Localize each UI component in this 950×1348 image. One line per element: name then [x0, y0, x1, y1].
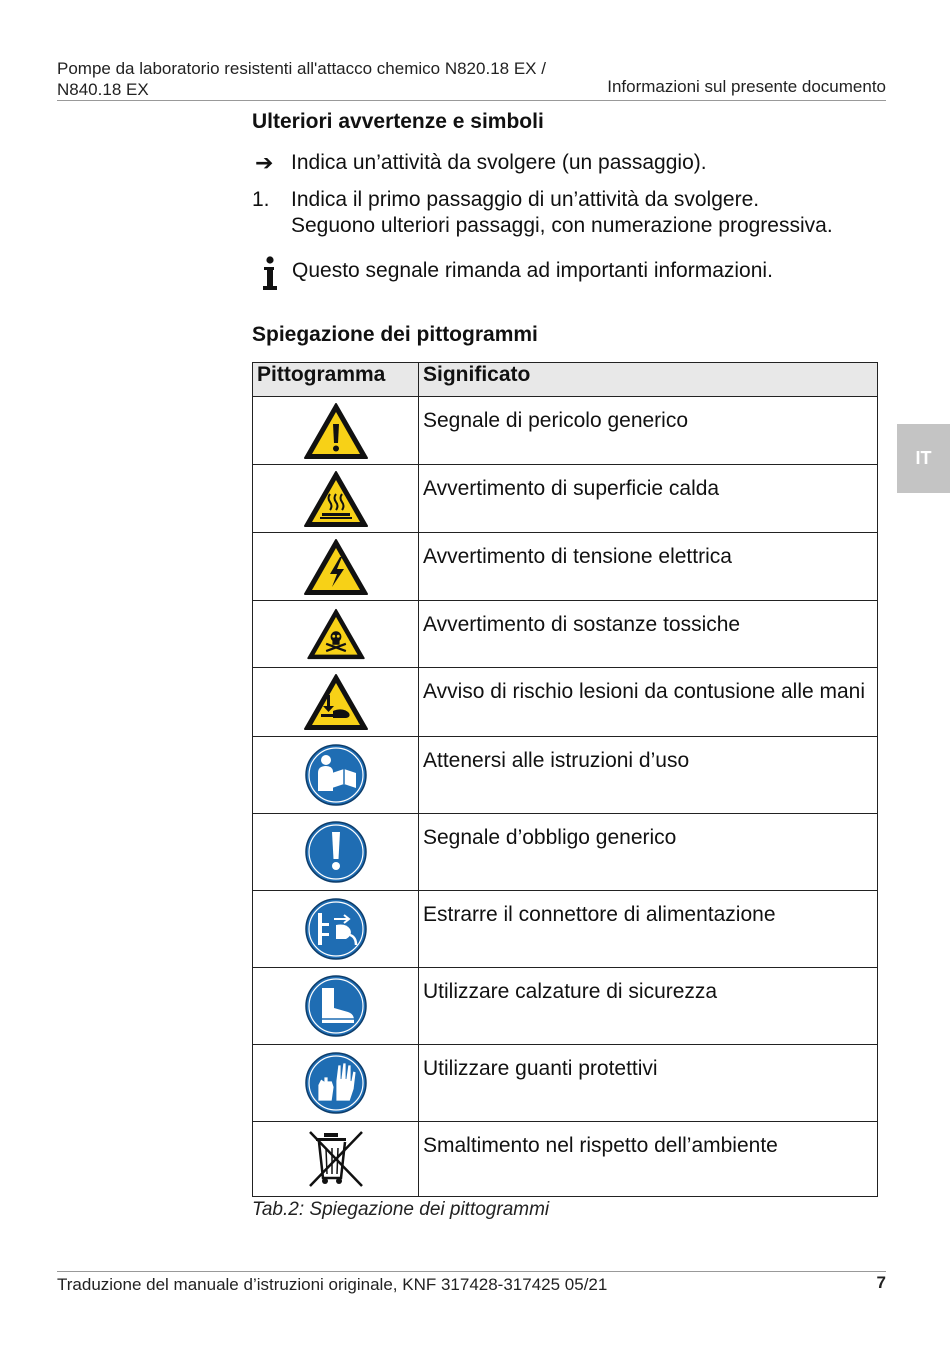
document-title: [57, 58, 546, 100]
read-manual-icon: [304, 743, 368, 807]
toxic-substances-warning-icon: [305, 608, 367, 660]
meaning-cell: Avvertimento di tensione elettrica: [419, 533, 878, 601]
meaning-cell: Avvertimento di superficie calda: [419, 465, 878, 533]
arrow-instruction-text: Indica un’attività da svolgere (un passaggio).: [291, 151, 707, 174]
table-row: [253, 465, 878, 533]
meaning-cell: Smaltimento nel rispetto dell’ambiente: [419, 1122, 878, 1197]
pictograms-heading: Spiegazione dei pittogrammi: [252, 323, 538, 346]
step-number: 1.: [252, 188, 270, 211]
unplug-icon: [304, 897, 368, 961]
footer-text: Traduzione del manuale d’istruzioni originale, KNF 317428-317425 05/21: [57, 1275, 608, 1294]
table-row: [253, 891, 878, 968]
table-header-row: [253, 363, 878, 397]
section-title: Informazioni sul presente documento: [607, 77, 886, 96]
meaning-cell: Avvertimento di sostanze tossiche: [419, 601, 878, 668]
hot-surface-warning-icon: [303, 470, 369, 528]
table-row: [253, 533, 878, 601]
meaning-cell: Utilizzare guanti protettivi: [419, 1045, 878, 1122]
general-mandatory-icon: [304, 820, 368, 884]
table-row: [253, 968, 878, 1045]
hand-crush-warning-icon: [303, 673, 369, 731]
protective-gloves-icon: [304, 1051, 368, 1115]
meaning-cell: Segnale d’obbligo generico: [419, 814, 878, 891]
arrow-icon: ➔: [255, 150, 274, 175]
language-tab[interactable]: IT: [897, 424, 950, 493]
document-title-line1: Pompe da laboratorio resistenti all'attacco chemico N820.18 EX /: [57, 59, 546, 78]
table-row: [253, 601, 878, 668]
warnings-heading: Ulteriori avvertenze e simboli: [252, 110, 544, 133]
safety-boots-icon: [304, 974, 368, 1038]
table-row: [253, 397, 878, 465]
table-row: [253, 737, 878, 814]
column-header-meaning: Significato: [419, 363, 878, 397]
general-warning-icon: [303, 402, 369, 460]
table-row: [253, 814, 878, 891]
pictograms-table: [252, 362, 878, 1197]
meaning-cell: Estrarre il connettore di alimentazione: [419, 891, 878, 968]
table-row: [253, 668, 878, 737]
footer-divider: [57, 1271, 886, 1272]
page-number: 7: [876, 1273, 886, 1292]
document-title-line2: N840.18 EX: [57, 80, 149, 99]
meaning-cell: Segnale di pericolo generico: [419, 397, 878, 465]
meaning-cell: Utilizzare calzature di sicurezza: [419, 968, 878, 1045]
step-text-line1: Indica il primo passaggio di un’attività da svolgere.: [291, 188, 760, 211]
weee-disposal-icon: [306, 1128, 366, 1190]
header-divider: [57, 100, 886, 101]
step-text: [291, 187, 833, 239]
column-header-pictogram: Pittogramma: [253, 363, 419, 397]
table-row: [253, 1122, 878, 1197]
info-text: Questo segnale rimanda ad importanti informazioni.: [292, 259, 773, 282]
electrical-voltage-warning-icon: [303, 538, 369, 596]
info-icon: [262, 256, 278, 292]
table-row: [253, 1045, 878, 1122]
meaning-cell: Attenersi alle istruzioni d’uso: [419, 737, 878, 814]
table-caption: Tab.2: Spiegazione dei pittogrammi: [252, 1199, 550, 1220]
meaning-cell: Avviso di rischio lesioni da contusione alle mani: [419, 668, 878, 737]
step-text-line2: Seguono ulteriori passaggi, con numerazione progressiva.: [291, 214, 833, 237]
